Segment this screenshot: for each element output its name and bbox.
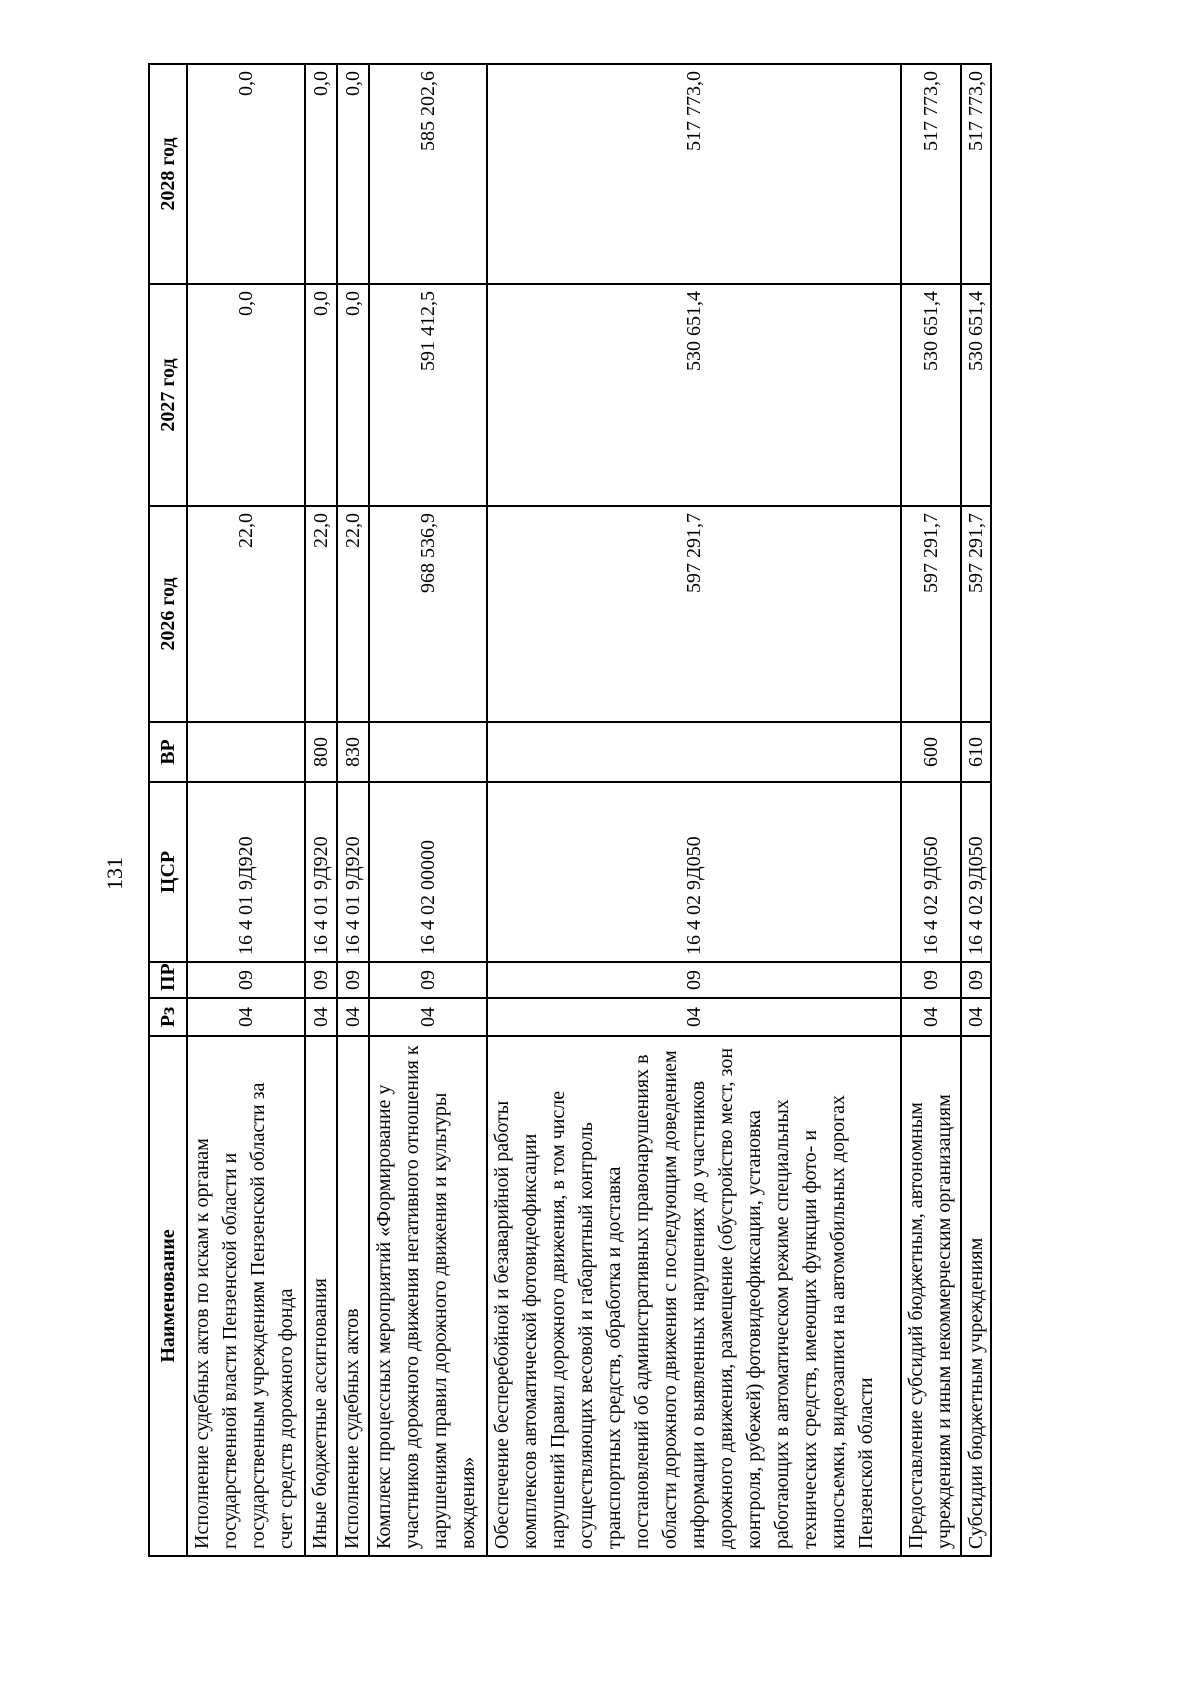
- table-row: [961, 64, 991, 1556]
- row-rz: 04: [369, 998, 487, 1036]
- row-2028: 585 202,6: [369, 64, 487, 284]
- row-name: Иные бюджетные ассигнования: [305, 1036, 337, 1556]
- row-2028: 517 773,0: [901, 64, 961, 284]
- row-vr: 800: [305, 722, 337, 782]
- table-row: [901, 64, 961, 1556]
- row-vr: [187, 722, 305, 782]
- row-pr: 09: [187, 962, 305, 998]
- table-header-row: [149, 64, 187, 1556]
- row-2027: 0,0: [305, 284, 337, 506]
- rotated-table-container: [148, 65, 987, 1557]
- row-2028: 517 773,0: [487, 64, 901, 284]
- row-pr: 09: [901, 962, 961, 998]
- header-2028: 2028 год: [149, 64, 187, 284]
- table-row: [487, 64, 901, 1556]
- row-csr: 16 4 02 00000: [369, 782, 487, 962]
- row-rz: 04: [901, 998, 961, 1036]
- row-2028: 0,0: [305, 64, 337, 284]
- row-2028: 0,0: [187, 64, 305, 284]
- row-2026: 22,0: [187, 506, 305, 722]
- table-row: [305, 64, 337, 1556]
- row-2027: 530 651,4: [901, 284, 961, 506]
- header-vr: ВР: [149, 722, 187, 782]
- row-pr: 09: [305, 962, 337, 998]
- table-row: [337, 64, 369, 1556]
- row-pr: 09: [961, 962, 991, 998]
- row-pr: 09: [487, 962, 901, 998]
- row-2026: 597 291,7: [901, 506, 961, 722]
- header-csr: ЦСР: [149, 782, 187, 962]
- row-name: Исполнение судебных актов: [337, 1036, 369, 1556]
- row-2026: 968 536,9: [369, 506, 487, 722]
- row-2026: 597 291,7: [961, 506, 991, 722]
- row-vr: 610: [961, 722, 991, 782]
- row-csr: 16 4 02 9Д050: [961, 782, 991, 962]
- page-number: 131: [102, 857, 127, 890]
- row-name: Субсидии бюджетным учреждениям: [961, 1036, 991, 1556]
- row-csr: 16 4 01 9Д920: [187, 782, 305, 962]
- row-rz: 04: [337, 998, 369, 1036]
- table-row: [369, 64, 487, 1556]
- row-pr: 09: [369, 962, 487, 998]
- row-name: Исполнение судебных актов по искам к органам государственной власти Пензенской области и государственным учреждениям Пензенской области за счет средств дорожного фонда: [187, 1036, 305, 1556]
- row-2026: 597 291,7: [487, 506, 901, 722]
- row-rz: 04: [305, 998, 337, 1036]
- row-rz: 04: [487, 998, 901, 1036]
- row-csr: 16 4 02 9Д050: [901, 782, 961, 962]
- row-2027: 530 651,4: [487, 284, 901, 506]
- row-2027: 530 651,4: [961, 284, 991, 506]
- row-csr: 16 4 02 9Д050: [487, 782, 901, 962]
- row-name: Обеспечение бесперебойной и безаварийной работы комплексов автоматической фотовидеофиксации нарушений Правил дорожного движения, в том числе осуществляющих весовой и габаритный контроль транспортных средств, обработка и доставка постановлений об административных правонарушениях в области дорожного движения с последующим доведением информации о выявленных нарушениях до участников дорожного движения, размещение (обустройство мест, зон контроля, рубежей) фотовидеофиксации, установка работающих в автоматическом режиме специальных технических средств, имеющих функции фото- и киносъемки, видеозаписи на автомобильных дорогах Пензенской области: [487, 1036, 901, 1556]
- row-2028: 517 773,0: [961, 64, 991, 284]
- budget-table: [148, 63, 992, 1557]
- row-rz: 04: [961, 998, 991, 1036]
- header-name: Наименование: [149, 1036, 187, 1556]
- row-pr: 09: [337, 962, 369, 998]
- row-rz: 04: [187, 998, 305, 1036]
- row-vr: [487, 722, 901, 782]
- header-pr: ПР: [149, 962, 187, 998]
- row-2026: 22,0: [337, 506, 369, 722]
- row-csr: 16 4 01 9Д920: [337, 782, 369, 962]
- row-2027: 0,0: [187, 284, 305, 506]
- row-vr: 830: [337, 722, 369, 782]
- table-row: [187, 64, 305, 1556]
- row-vr: [369, 722, 487, 782]
- row-vr: 600: [901, 722, 961, 782]
- header-2026: 2026 год: [149, 506, 187, 722]
- row-2027: 0,0: [337, 284, 369, 506]
- header-rz: Рз: [149, 998, 187, 1036]
- row-2026: 22,0: [305, 506, 337, 722]
- row-csr: 16 4 01 9Д920: [305, 782, 337, 962]
- row-2027: 591 412,5: [369, 284, 487, 506]
- row-2028: 0,0: [337, 64, 369, 284]
- row-name: Комплекс процессных мероприятий «Формирование у участников дорожного движения негативного отношения к нарушениям правил дорожного движения и культуры вождения»: [369, 1036, 487, 1556]
- row-name: Предоставление субсидий бюджетным, автономным учреждениям и иным некоммерческим организациям: [901, 1036, 961, 1556]
- header-2027: 2027 год: [149, 284, 187, 506]
